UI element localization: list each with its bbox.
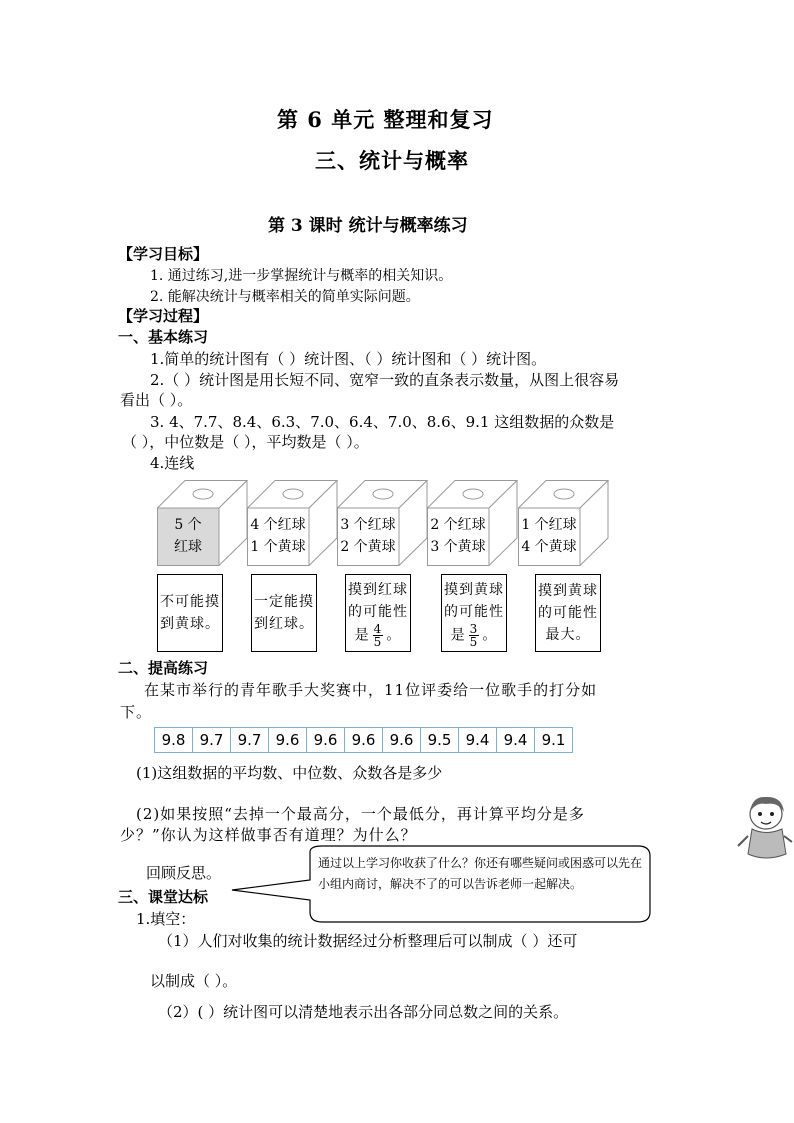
- classroom-q1-line1: （1）人们对收集的统计数据经过分析整理后可以制成（ ）还可: [158, 932, 578, 950]
- goal-item: 2. 能解决统计与概率相关的简单实际问题。: [150, 289, 420, 305]
- basic-q4: 4.连线: [150, 454, 195, 472]
- basic-q3-line2: （ ），中位数是（ ），平均数是（ ）。: [122, 433, 369, 451]
- score-cell: 9.6: [269, 728, 307, 753]
- box-label-line: 红球: [174, 539, 202, 555]
- card-line: 的可能性: [348, 603, 408, 620]
- bubble-text: 通过以上学习你收获了什么？你还有哪些疑问或困惑可以先在小组内商讨，解决不了的可以告诉老师一起解决。: [318, 856, 643, 891]
- box-label-line: 3 个红球: [340, 517, 396, 533]
- probability-card: [157, 574, 223, 652]
- advanced-intro-line1: 在某市举行的青年歌手大奖赛中，11位评委给一位歌手的打分如: [144, 681, 598, 699]
- card-line: 的可能性: [538, 605, 598, 621]
- advanced-heading: 二、提高练习: [118, 659, 209, 677]
- ball-box: [157, 480, 249, 566]
- ball-box: [337, 480, 429, 566]
- card-line: 到黄球。: [160, 616, 220, 632]
- classroom-heading: 三、课堂达标: [118, 888, 209, 906]
- probability-card: [345, 574, 411, 652]
- fraction-numerator: 4: [373, 621, 383, 636]
- score-table: [154, 727, 573, 753]
- box-label: [427, 508, 489, 564]
- card-line: 摸到黄球: [444, 581, 504, 598]
- classroom-q1-line2: 以制成（ ）。: [150, 972, 238, 990]
- process-heading: 【学习过程】: [118, 307, 209, 325]
- basic-q1: 1.简单的统计图有（ ）统计图、（ ）统计图和（ ）统计图。: [150, 350, 547, 368]
- advanced-intro-line2: 下。: [120, 703, 153, 721]
- fraction: [373, 623, 384, 648]
- card-line: [355, 623, 402, 648]
- fraction-denominator: 5: [469, 634, 479, 649]
- reflection-label: 回顾反思。: [146, 864, 222, 882]
- cartoon-girl-icon: [736, 792, 794, 864]
- basic-heading: 一、基本练习: [118, 328, 209, 346]
- card-line: 摸到红球: [348, 581, 408, 598]
- box-label-line: 3 个黄球: [430, 539, 486, 555]
- ball-box: [518, 480, 610, 566]
- probability-card: [251, 574, 317, 652]
- probability-card: [441, 574, 507, 652]
- box-label-line: 2 个红球: [430, 517, 486, 533]
- card-line: 最大。: [545, 627, 591, 643]
- score-cell: 9.4: [459, 728, 497, 753]
- advanced-q2-line2: 少？”你认为这样做事否有道理？为什么？: [120, 826, 417, 844]
- goals-heading: 【学习目标】: [118, 245, 209, 263]
- ball-box: [427, 480, 519, 566]
- card-suffix: 。: [386, 627, 402, 643]
- fraction-numerator: 3: [469, 621, 479, 636]
- section-title: 三、统计与概率: [315, 148, 469, 173]
- score-cell: 9.4: [497, 728, 535, 753]
- ball-box: [247, 480, 339, 566]
- score-cell: 9.7: [193, 728, 231, 753]
- score-cell: 9.7: [231, 728, 269, 753]
- box-label-line: 1 个黄球: [250, 539, 306, 555]
- basic-q2-line2: 看出（ ）。: [120, 391, 193, 409]
- box-label: [518, 508, 580, 564]
- lesson-title: 第 3 课时 统计与概率练习: [268, 216, 468, 236]
- score-cell: 9.1: [535, 728, 573, 753]
- probability-card: [535, 574, 601, 652]
- score-cell: 9.6: [383, 728, 421, 753]
- advanced-q2-line1: (2)如果按照“去掉一个最高分，一个最低分，再计算平均分是多: [136, 805, 585, 823]
- card-prefix: 是: [450, 627, 466, 643]
- card-line: 一定能摸: [254, 594, 314, 610]
- score-cell: 9.8: [161, 731, 186, 749]
- box-label: [247, 508, 309, 564]
- box-label-line: 4 个红球: [250, 517, 306, 533]
- fill-label: 1.填空：: [136, 910, 196, 928]
- card-line: 的可能性: [444, 603, 504, 620]
- card-line: [451, 623, 498, 648]
- box-label-line: 1 个红球: [521, 517, 577, 533]
- advanced-q1: (1)这组数据的平均数、中位数、众数各是多少: [136, 764, 443, 782]
- box-label: [157, 508, 219, 564]
- fraction-denominator: 5: [373, 634, 383, 649]
- score-cell: 9.6: [345, 728, 383, 753]
- score-row: [155, 728, 573, 753]
- basic-q2-line1: 2.（ ）统计图是用长短不同、宽窄一致的直条表示数量，从图上很容易: [150, 371, 620, 389]
- goal-item: 1. 通过练习,进一步掌握统计与概率的相关知识。: [150, 268, 453, 284]
- fraction: [469, 623, 480, 648]
- card-line: 到红球。: [254, 616, 314, 632]
- card-line: 不可能摸: [160, 594, 220, 610]
- card-prefix: 是: [354, 627, 370, 643]
- score-cell: 9.6: [307, 728, 345, 753]
- classroom-q2: （2）( ）统计图可以清楚地表示出各部分同总数之间的关系。: [158, 1003, 569, 1021]
- card-suffix: 。: [482, 627, 498, 643]
- box-label-line: 2 个黄球: [340, 539, 396, 555]
- box-label-line: 5 个: [174, 517, 202, 533]
- box-label-line: 4 个黄球: [521, 539, 577, 555]
- score-cell: 9.5: [421, 728, 459, 753]
- card-line: 摸到黄球: [538, 583, 598, 599]
- box-label: [337, 508, 399, 564]
- basic-q3-line1: 3. 4、7.7、8.4、6.3、7.0、6.4、7.0、8.6、9.1 这组数据的众数是: [150, 413, 615, 431]
- unit-title: 第 6 单元 整理和复习: [277, 107, 494, 132]
